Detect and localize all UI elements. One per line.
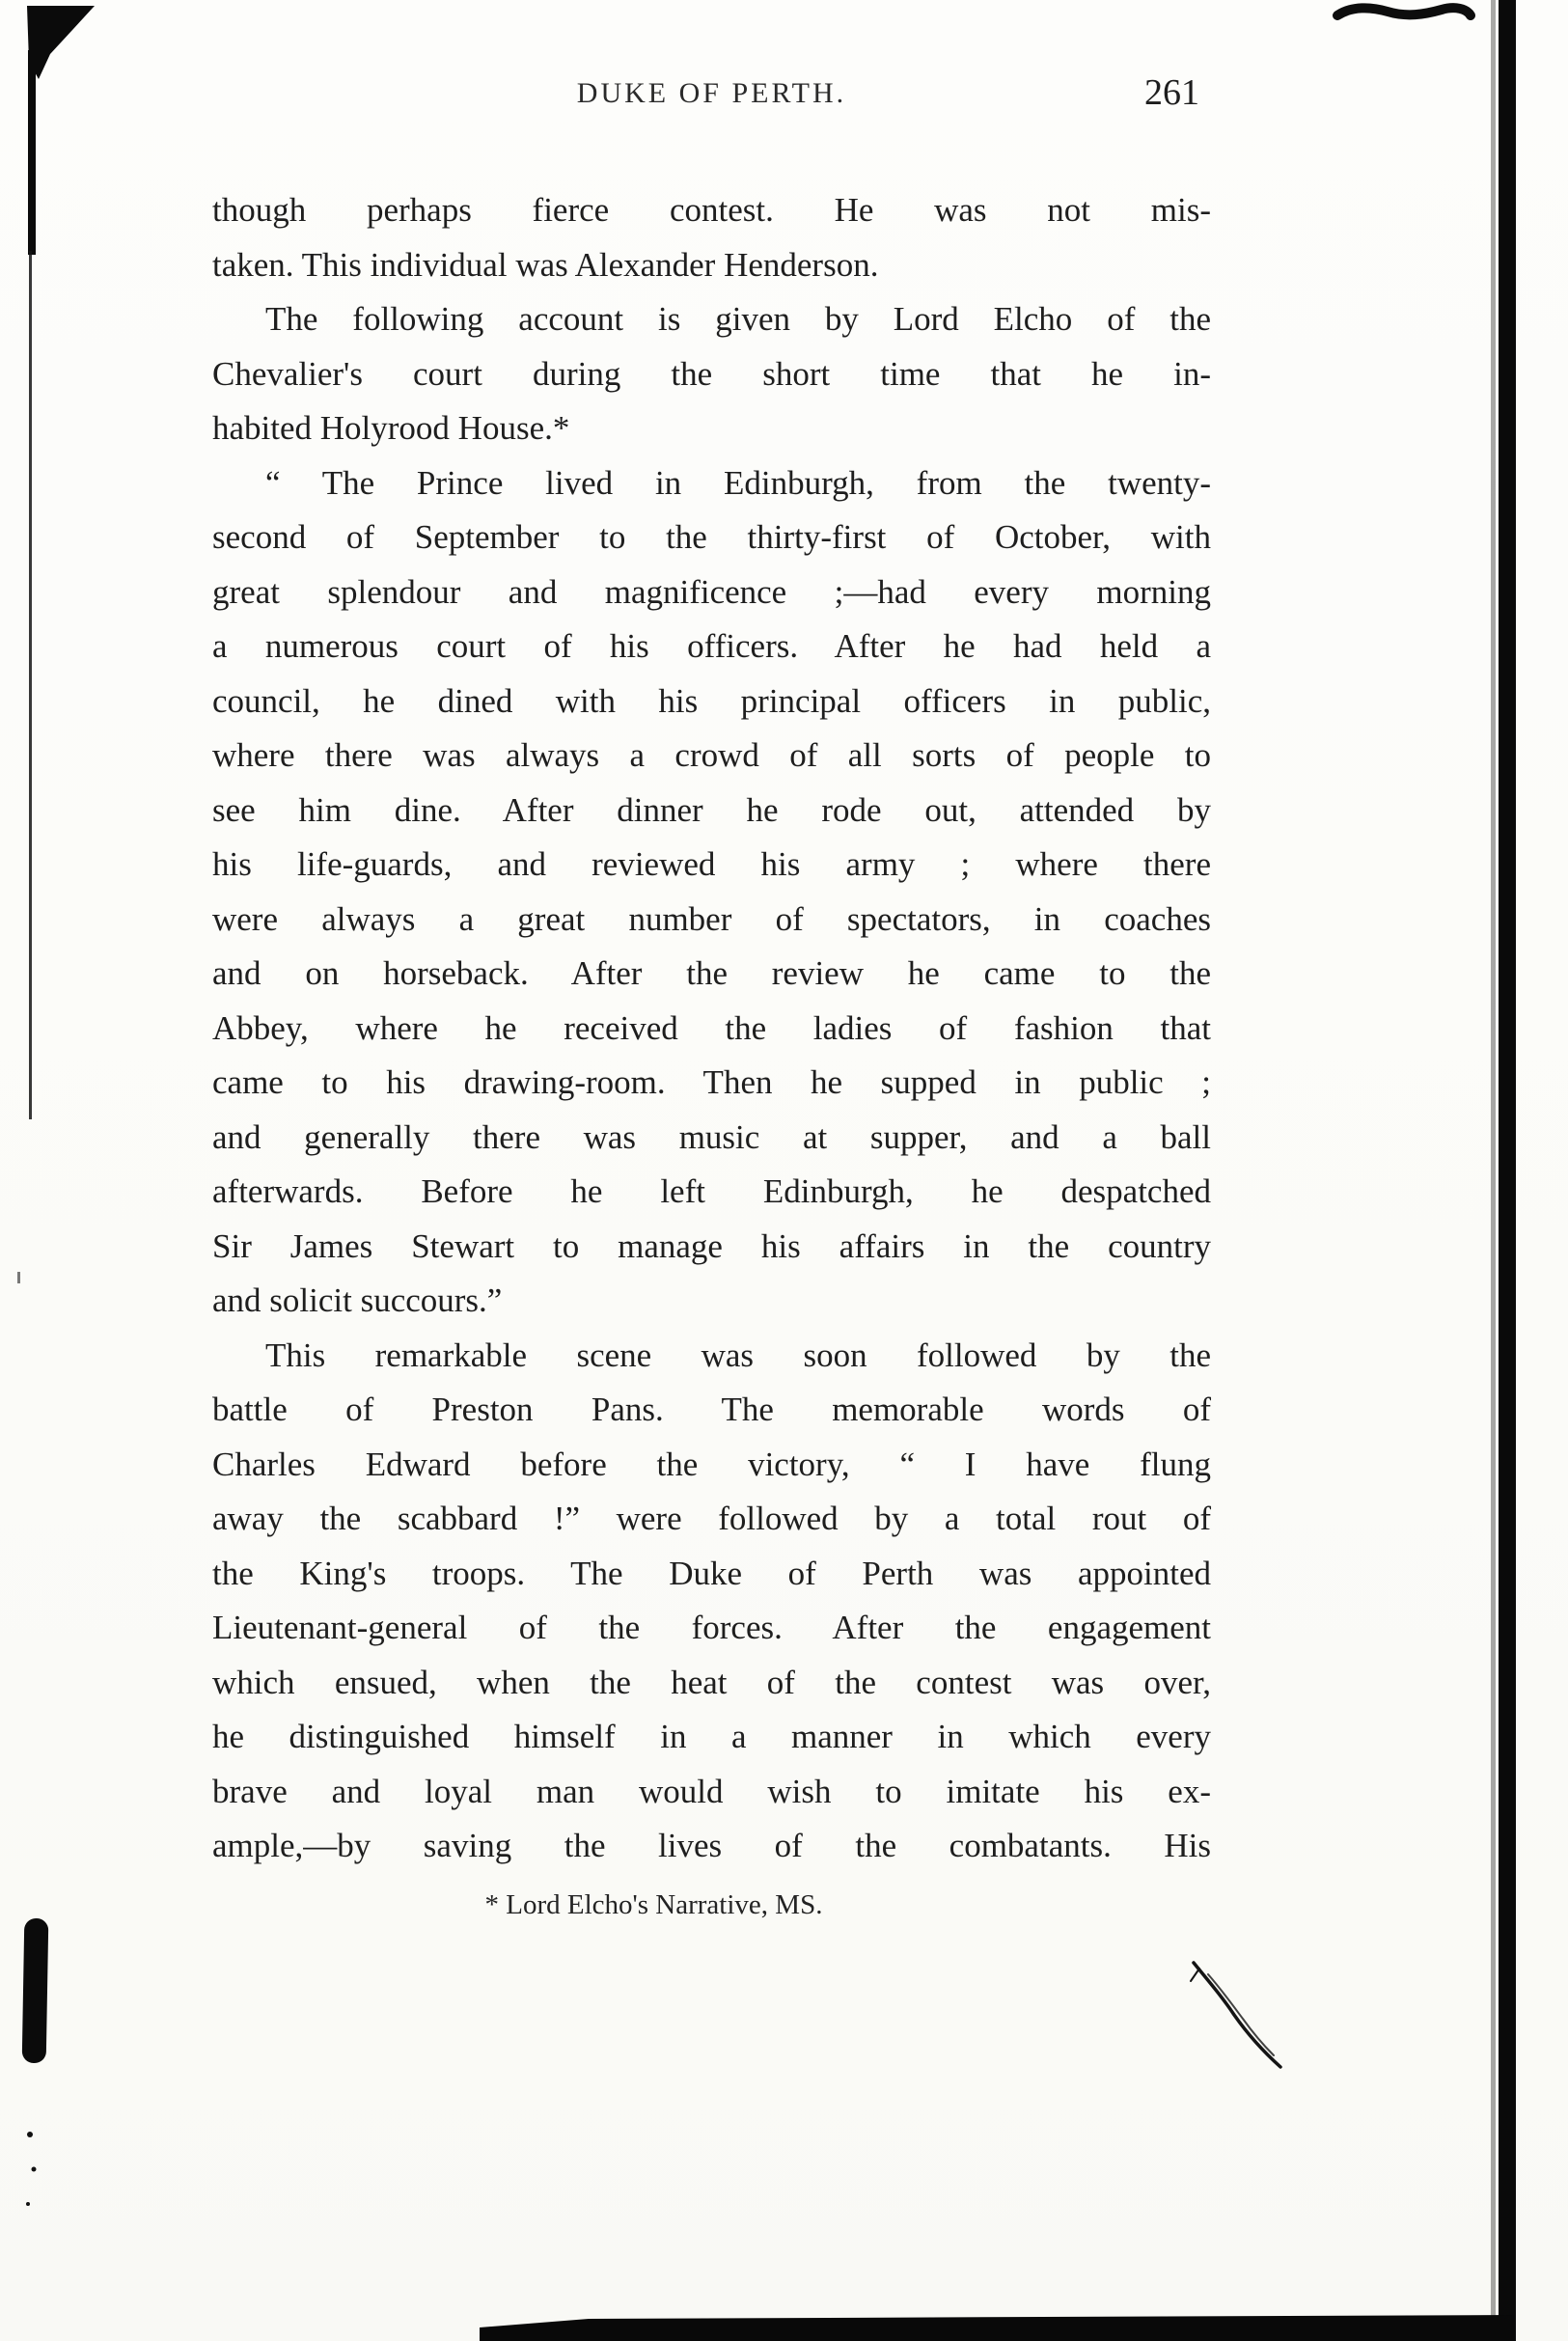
paragraph xyxy=(212,1329,1211,1874)
text-line: Chevalier's court during the short time that he in- xyxy=(212,354,1211,393)
text-line: Abbey, where he received the ladies of fashion that xyxy=(212,1008,1211,1047)
scan-artifact-top-right-scribble xyxy=(1337,8,1471,15)
scan-artifact-pen-stroke-2 xyxy=(1208,1974,1274,2055)
text-line: This remarkable scene was soon followed by the xyxy=(265,1336,1211,1374)
page-number: 261 xyxy=(1144,72,1199,113)
text-line: habited Holyrood House.* xyxy=(212,409,570,447)
text-line: great splendour and magnificence ;—had every morning xyxy=(212,572,1211,611)
text-line: see him dine. After dinner he rode out, attended by xyxy=(212,790,1211,829)
paragraph xyxy=(212,183,1211,292)
text-line: where there was always a crowd of all sorts of people to xyxy=(212,736,1211,774)
text-line: brave and loyal man would wish to imitate his ex- xyxy=(212,1772,1211,1810)
body-text xyxy=(212,183,1211,1874)
text-line: a numerous court of his officers. After he had held a xyxy=(212,627,1211,665)
text-line: and generally there was music at supper, and a ball xyxy=(212,1117,1211,1156)
text-line: his life-guards, and reviewed his army ; where there xyxy=(212,845,1211,883)
scan-artifact-pen-stroke xyxy=(1194,1963,1280,2067)
text-line: The following account is given by Lord Elcho of the xyxy=(265,300,1211,338)
scan-artifact-pen-stroke-fork xyxy=(1191,1969,1199,1981)
scan-artifact-bottom-left-blob xyxy=(22,1918,49,2063)
text-line: and solicit succours.” xyxy=(212,1281,503,1319)
scan-artifact-right-edge xyxy=(1499,0,1516,2341)
text-line: and on horseback. After the review he came to the xyxy=(212,954,1211,992)
scan-artifact-left-line xyxy=(29,251,32,1119)
scan-artifact-bottom-edge xyxy=(480,2315,1515,2341)
text-line: Lieutenant-general of the forces. After the engagement xyxy=(212,1609,1211,1646)
page-header xyxy=(212,72,1211,124)
scan-artifact-right-edge-shadow xyxy=(1491,0,1496,2341)
text-line: afterwards. Before he left Edinburgh, he despatched xyxy=(212,1172,1211,1210)
text-line: he distinguished himself in a manner in which every xyxy=(212,1718,1211,1755)
paragraph xyxy=(212,456,1211,1329)
text-line: second of September to the thirty-first of October, with xyxy=(212,518,1211,556)
text-line: “ The Prince lived in Edinburgh, from the twenty- xyxy=(265,463,1211,502)
scan-artifact-speck xyxy=(17,1272,20,1283)
text-line: ample,—by saving the lives of the combatants. His xyxy=(212,1827,1211,1864)
text-line: taken. This individual was Alexander Henderson. xyxy=(212,245,879,284)
text-line: Sir James Stewart to manage his affairs in the country xyxy=(212,1226,1211,1265)
scan-artifact-left-line-thick xyxy=(28,50,36,255)
footnote: * Lord Elcho's Narrative, MS. xyxy=(484,1888,823,1920)
running-title: DUKE OF PERTH. xyxy=(576,77,847,109)
scan-artifact-top-left xyxy=(27,6,95,79)
scan-artifact-speck xyxy=(27,2132,33,2137)
paragraph xyxy=(212,292,1211,456)
text-line: which ensued, when the heat of the contest was over, xyxy=(212,1663,1211,1701)
text-line: battle of Preston Pans. The memorable words of xyxy=(212,1391,1211,1428)
text-line: the King's troops. The Duke of Perth was appointed xyxy=(212,1554,1211,1592)
text-line: came to his drawing-room. Then he supped in public ; xyxy=(212,1063,1211,1101)
text-line: council, he dined with his principal officers in public, xyxy=(212,681,1211,720)
text-line: though perhaps fierce contest. He was not mis- xyxy=(212,191,1211,229)
scan-artifact-speck xyxy=(32,2167,37,2172)
text-line: Charles Edward before the victory, “ I have flung xyxy=(212,1445,1211,1483)
scan-artifact-speck xyxy=(26,2202,30,2206)
text-line: away the scabbard !” were followed by a total rout of xyxy=(212,1500,1211,1537)
text-line: were always a great number of spectators, in coaches xyxy=(212,899,1211,938)
page-content xyxy=(212,72,1211,1921)
